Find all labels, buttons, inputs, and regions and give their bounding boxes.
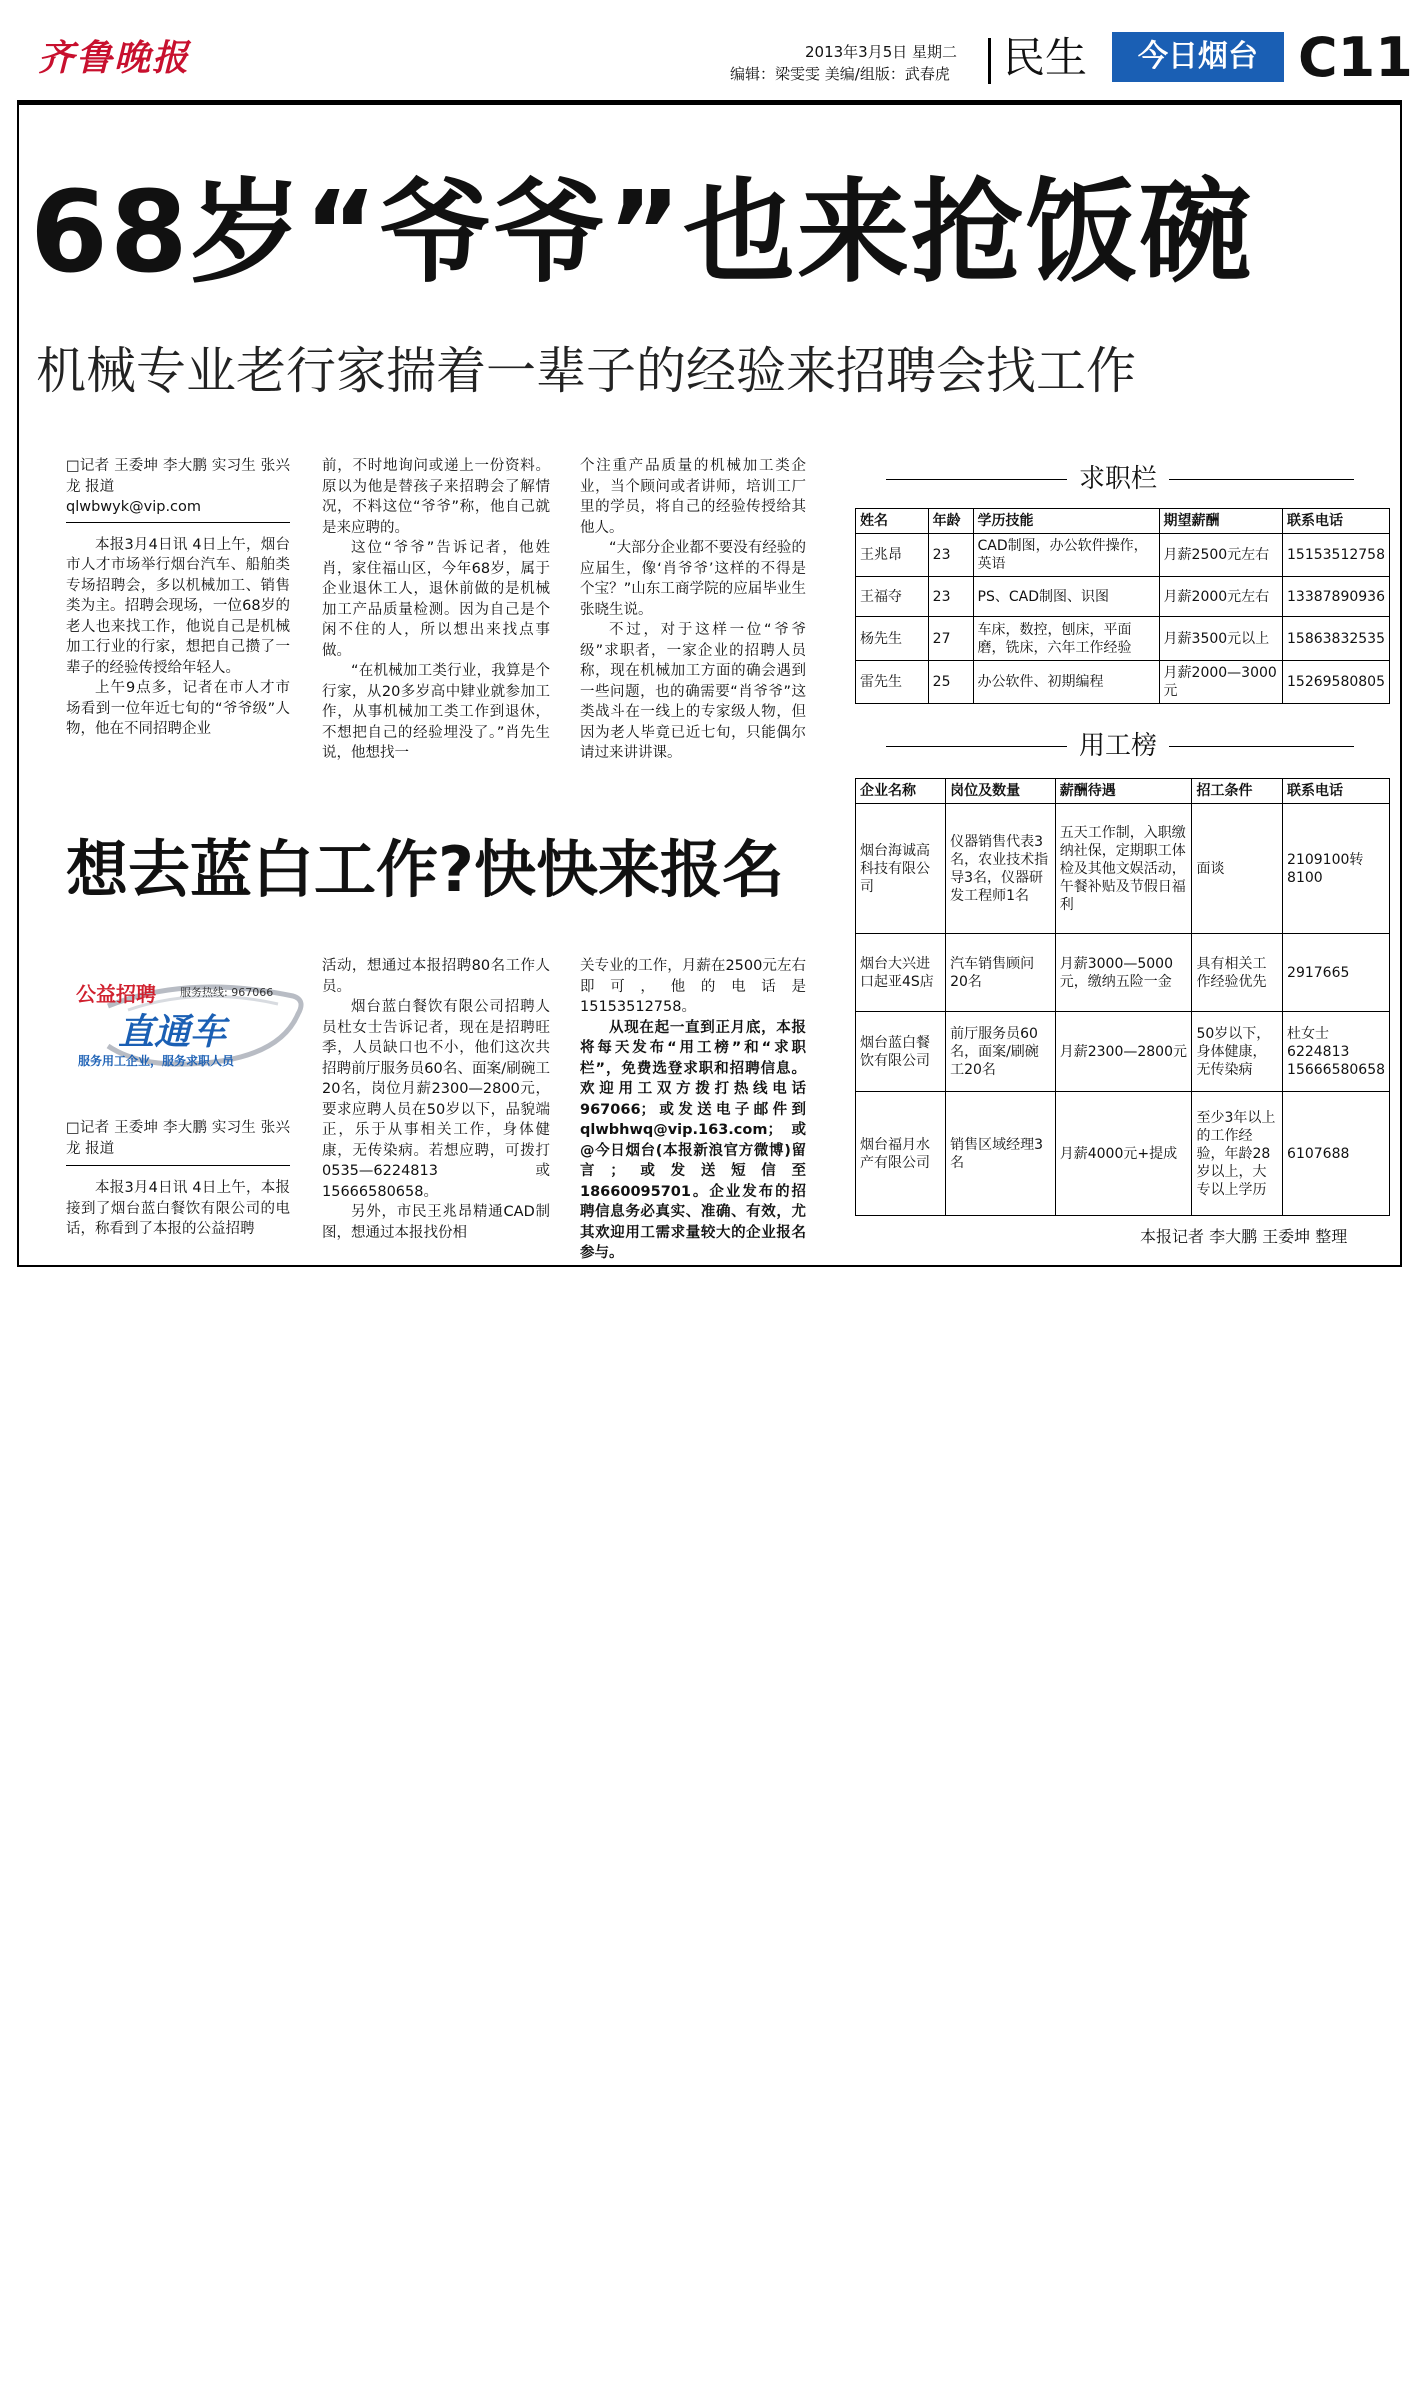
table-cell: 50岁以下，身体健康，无传染病: [1192, 1012, 1283, 1092]
table-cell: 销售区域经理3名: [946, 1092, 1056, 1216]
table-row: [856, 804, 1390, 934]
logo-hotline: 服务热线: 967066: [180, 986, 274, 999]
table-cell: 月薪3000—5000元，缴纳五险一金: [1055, 934, 1192, 1012]
column-header: 岗位及数量: [946, 779, 1056, 804]
table-cell: 王福夺: [856, 577, 929, 617]
column-header: 联系电话: [1283, 779, 1390, 804]
table-row: [856, 577, 1390, 617]
story2-column-2: [322, 956, 550, 1243]
table-cell: 13387890936: [1283, 577, 1390, 617]
table-cell: 前厅服务员60名，面案/刷碗工20名: [946, 1012, 1056, 1092]
column-header: 期望薪酬: [1159, 509, 1282, 534]
story2-byline: □记者 王委坤 李大鹏 实习生 张兴龙 报道: [66, 1120, 290, 1157]
table-cell: 23: [928, 534, 973, 577]
masthead-logo: 齐鲁晚报: [38, 37, 191, 79]
header-divider: [988, 38, 991, 84]
table-cell: 仪器销售代表3名，农业技术指导3名，仪器研发工程师1名: [946, 804, 1056, 934]
table-cell: 27: [928, 617, 973, 661]
story2-column-3: [580, 956, 806, 1264]
table-cell: 月薪3500元以上: [1159, 617, 1282, 661]
page-number: C11: [1298, 26, 1413, 89]
table-cell: 杜女士 6224813 15666580658: [1283, 1012, 1390, 1092]
story1-subhead: 机械专业老行家揣着一辈子的经验来招聘会找工作: [36, 342, 1136, 400]
editor-credits: 编辑：梁雯雯 美编/组版：武春虎: [730, 65, 950, 83]
table-cell: 至少3年以上的工作经验，年龄28岁以上，大专以上学历: [1192, 1092, 1283, 1216]
table-credit: 本报记者 李大鹏 王委坤 整理: [1140, 1227, 1348, 1246]
table-cell: 月薪4000元+提成: [1055, 1092, 1192, 1216]
table-cell: 办公软件、初期编程: [973, 661, 1159, 704]
story1-column-1: [66, 456, 290, 740]
table-cell: 车床，数控，刨床，平面磨，铣床，六年工作经验: [973, 617, 1159, 661]
story1-headline: 68岁“爷爷”也来抢饭碗: [30, 168, 1254, 298]
table-cell: PS、CAD制图、识图: [973, 577, 1159, 617]
job-seekers-title: 求职栏: [1067, 462, 1169, 496]
story1-column-2: [322, 456, 550, 764]
table-cell: 6107688: [1283, 1092, 1390, 1216]
paragraph: 这位“爷爷”告诉记者，他姓肖，家住福山区，今年68岁，属于企业退休工人，退休前做的是机械加工产品质量检测。因为自己是个闲不住的人，所以想出来找点事做。: [322, 540, 550, 659]
paragraph: “在机械加工类行业，我算是个行家，从20多岁高中肄业就参加工作，从事机械加工类工作到退休，不想把自己的经验埋没了。”肖先生说，他想找一: [322, 663, 550, 761]
story1-byline: □记者 王委坤 李大鹏 实习生 张兴龙 报道: [66, 458, 290, 495]
column-header: 姓名: [856, 509, 929, 534]
table-cell: 月薪2000元左右: [1159, 577, 1282, 617]
paragraph: 本报3月4日讯 4日上午，本报接到了烟台蓝白餐饮有限公司的电话，称看到了本报的公益招聘: [66, 1180, 290, 1237]
table-cell: 15153512758: [1283, 534, 1390, 577]
table-cell: 烟台蓝白餐饮有限公司: [856, 1012, 946, 1092]
table-header-row: [856, 779, 1390, 804]
issue-date: 2013年3月5日 星期二: [805, 43, 958, 61]
table-cell: 25: [928, 661, 973, 704]
table-row: [856, 1092, 1390, 1216]
paragraph: 不过，对于这样一位“爷爷级”求职者，一家企业的招聘人员称，现在机械加工方面的确会遇到一些问题，也的确需要“肖爷爷”这类战斗在一线上的专家级人物，但因为老人毕竟已近七旬，只能偶尔请过来讲讲课。: [580, 622, 806, 761]
table-row: [856, 934, 1390, 1012]
column-header: 学历技能: [973, 509, 1159, 534]
table-cell: 月薪2000—3000元: [1159, 661, 1282, 704]
paragraph: 关专业的工作，月薪在2500元左右即可，他的电话是15153512758。: [580, 958, 806, 1015]
table-cell: 面谈: [1192, 804, 1283, 934]
story1-column-3: [580, 456, 806, 764]
table-cell: 王兆昂: [856, 534, 929, 577]
story2-column-1: [66, 1118, 290, 1240]
job-seekers-table-wrap: [855, 508, 1390, 704]
table-cell: 月薪2500元左右: [1159, 534, 1282, 577]
section-name: 民生: [1003, 33, 1088, 82]
paragraph: 本报3月4日讯 4日上午，烟台市人才市场举行烟台汽车、船舶类专场招聘会，多以机械加工、销售类为主。招聘会现场，一位68岁的老人也来找工作，他说自己是机械加工行业的行家，想把自己攒了一辈子的经验传授给年轻人。: [66, 536, 290, 676]
table-row: [856, 617, 1390, 661]
table-cell: CAD制图，办公软件操作，英语: [973, 534, 1159, 577]
direct-train-logo: [68, 966, 308, 1074]
table-header-row: [856, 509, 1390, 534]
table-cell: 2917665: [1283, 934, 1390, 1012]
story1-email: qlwbwyk@vip.com: [66, 499, 202, 515]
table-cell: 五天工作制，入职缴纳社保，定期职工体检及其他文娱活动，午餐补贴及节假日福利: [1055, 804, 1192, 934]
table-cell: 烟台福月水产有限公司: [856, 1092, 946, 1216]
table-cell: 23: [928, 577, 973, 617]
employers-title: 用工榜: [1067, 729, 1169, 763]
paragraph: “大部分企业都不要没有经验的应届生，像‘肖爷爷’这样的不得是个宝？”山东工商学院的应届毕业生张晓生说。: [580, 540, 806, 618]
table-row: [856, 661, 1390, 704]
logo-main-text: 直通车: [118, 1012, 227, 1053]
table-cell: 15863832535: [1283, 617, 1390, 661]
table-cell: 2109100转8100: [1283, 804, 1390, 934]
paragraph: 前，不时地询问或递上一份资料。原以为他是替孩子来招聘会了解情况，不料这位“爷爷”称，他自己就是来应聘的。: [322, 458, 550, 536]
employers-table: [855, 778, 1390, 1216]
paragraph: 烟台蓝白餐饮有限公司招聘人员杜女士告诉记者，现在是招聘旺季，人员缺口也不小，他们这次共招聘前厅服务员60名、面案/刷碗工20名，岗位月薪2300—2800元，要求应聘人员在50岁以下，品貌端正，乐于从事相关工作，身体健康，无传染病。若想应聘，可拨打0535—6224813或15666580658。: [322, 999, 550, 1200]
table-row: [856, 534, 1390, 577]
table-row: [856, 1012, 1390, 1092]
table-cell: 烟台海诚高科技有限公司: [856, 804, 946, 934]
paragraph: 另外，市民王兆昂精通CAD制图，想通过本报找份相: [322, 1204, 550, 1241]
paragraph: 活动，想通过本报招聘80名工作人员。: [322, 958, 550, 995]
column-header: 招工条件: [1192, 779, 1283, 804]
paragraph: 个注重产品质量的机械加工类企业，当个顾问或者讲师，培训工厂里的学员，将自己的经验传授给其他人。: [580, 458, 806, 536]
logo-slogan: 服务用工企业，服务求职人员: [78, 1054, 235, 1068]
byline-rule: [66, 522, 290, 523]
logo-top-text: 公益招聘: [76, 982, 156, 1006]
paragraph: 上午9点多，记者在市人才市场看到一位年近七旬的“爷爷级”人物，他在不同招聘企业: [66, 680, 290, 737]
employers-table-wrap: [855, 778, 1390, 1216]
column-header: 企业名称: [856, 779, 946, 804]
job-seekers-table: [855, 508, 1390, 704]
table-cell: 月薪2300—2800元: [1055, 1012, 1192, 1092]
section-label-badge: 今日烟台: [1112, 32, 1284, 82]
byline-rule: [66, 1165, 290, 1166]
table-cell: 15269580805: [1283, 661, 1390, 704]
table-cell: 烟台大兴进口起亚4S店: [856, 934, 946, 1012]
table-cell: 具有相关工作经验优先: [1192, 934, 1283, 1012]
table-cell: 雷先生: [856, 661, 929, 704]
table-cell: 汽车销售顾问20名: [946, 934, 1056, 1012]
table-cell: 杨先生: [856, 617, 929, 661]
column-header: 年龄: [928, 509, 973, 534]
column-header: 联系电话: [1283, 509, 1390, 534]
column-header: 薪酬待遇: [1055, 779, 1192, 804]
paragraph: 从现在起一直到正月底，本报将每天发布“用工榜”和“求职栏”，免费选登求职和招聘信息。欢迎用工双方拨打热线电话967066；或发送电子邮件到qlwbhwq@vip.163.com；或@今日烟台(本报新浪官方微博)留言；或发送短信至18660095701。企业发布的招聘信息务必真实、准确、有效，尤其欢迎用工需求量较大的企业报名参与。: [580, 1019, 806, 1261]
story2-headline: 想去蓝白工作?快快来报名: [66, 833, 784, 906]
